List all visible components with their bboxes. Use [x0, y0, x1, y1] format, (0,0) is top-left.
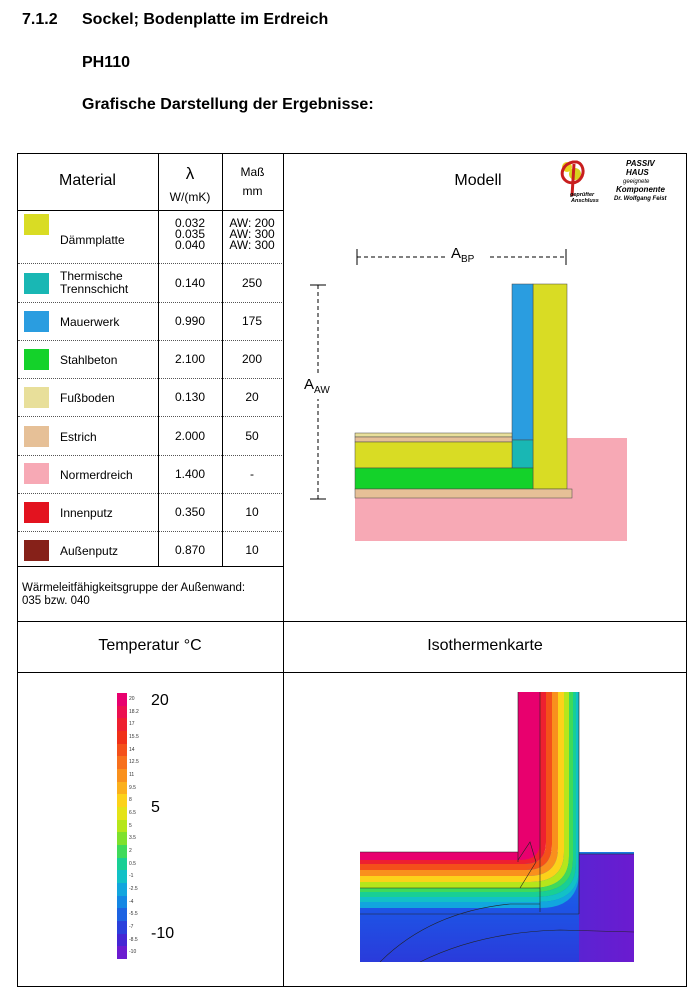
lambda-value: 0.990 — [174, 314, 206, 328]
material-name: Mauerwerk — [60, 315, 120, 329]
screed — [355, 437, 512, 442]
mass-value: 50 — [245, 429, 259, 443]
swatch-mauerwerk — [24, 311, 49, 332]
mass-value: - — [250, 467, 254, 481]
row-separator — [18, 531, 282, 532]
scale-tick-label: 15.5 — [129, 733, 139, 740]
scale-segment — [117, 706, 127, 719]
lambda-value: 0.350 — [174, 505, 206, 519]
isotherm-map — [360, 692, 634, 962]
dim-aw-label: $A_{AW}$ — [304, 376, 330, 396]
divider — [158, 153, 159, 566]
header-mass-unit: mm — [242, 184, 263, 198]
row-separator — [18, 455, 282, 456]
logo-line-haus: HAUS — [626, 168, 649, 177]
scale-label-min: -10 — [151, 925, 175, 942]
lambda-value: 1.400 — [174, 467, 206, 481]
header-mass: Maß — [240, 165, 265, 179]
logo-line-geeignete: geeignete — [623, 179, 650, 185]
bottom-strip — [355, 489, 572, 498]
logo-seal-line1: geprüfter — [570, 192, 595, 198]
scale-tick-label: 3.5 — [129, 835, 136, 842]
header-lambda-unit: W/(mK) — [169, 190, 211, 204]
scale-segment — [117, 807, 127, 820]
lambda-value: 0.040 — [174, 238, 206, 252]
scale-label-max: 20 — [151, 692, 169, 709]
header-material: Material — [59, 172, 116, 189]
section-title: Sockel; Bodenplatte im Erdreich — [82, 11, 329, 28]
scale-tick-label: -2.5 — [129, 885, 138, 892]
isotherm-title: Isothermenkarte — [427, 637, 543, 654]
lambda-value: 0.130 — [174, 390, 206, 404]
divider — [17, 210, 283, 211]
scale-segment — [117, 832, 127, 845]
footnote-line1: Wärmeleitfähigkeitsgruppe der Außenwand: — [22, 582, 246, 594]
scale-label-mid: 5 — [151, 799, 160, 816]
scale-tick-label: 2 — [129, 847, 132, 854]
row-separator — [18, 493, 282, 494]
lambda-value: 0.140 — [174, 276, 206, 290]
mass-value: 200 — [241, 352, 263, 366]
mass-value: AW: 300 — [229, 227, 275, 241]
scale-tick-label: -7 — [129, 923, 134, 930]
material-name: Normerdreich — [60, 468, 133, 482]
scale-tick-label: 11 — [129, 771, 135, 778]
logo-line-passiv: PASSIV — [626, 159, 655, 168]
scale-segment — [117, 756, 127, 769]
earth-region-right — [572, 438, 627, 488]
scale-segment — [117, 845, 127, 858]
scale-tick-label: -10 — [129, 949, 137, 956]
row-separator — [18, 340, 282, 341]
dim-aw-sub: AW — [314, 385, 330, 396]
logo-line-author: Dr. Wolfgang Feist — [614, 196, 667, 202]
header-lambda: λ — [185, 164, 195, 183]
swatch-stahlbeton — [24, 349, 49, 370]
concrete-slab — [355, 468, 533, 489]
material-name: Außenputz — [60, 544, 119, 558]
header-model: Modell — [454, 172, 502, 189]
scale-tick-label: 12.5 — [129, 759, 139, 766]
divider — [17, 672, 687, 673]
logo-line-komponente: Komponente — [616, 185, 665, 194]
divider — [17, 566, 283, 567]
scale-segment — [117, 744, 127, 757]
scale-tick-label: 20 — [129, 695, 135, 702]
material-name: Innenputz — [60, 506, 113, 520]
insulation-floor — [355, 442, 512, 468]
component-code: PH110 — [82, 54, 131, 71]
scale-tick-label: -5.5 — [129, 911, 138, 918]
scale-segment — [117, 794, 127, 807]
scale-segment — [117, 908, 127, 921]
scale-segment — [117, 731, 127, 744]
lambda-value: 0.870 — [174, 543, 206, 557]
lambda-value: 0.032 — [174, 216, 206, 230]
results-subtitle: Grafische Darstellung der Ergebnisse: — [82, 96, 374, 113]
scale-tick-label: 9.5 — [129, 784, 136, 791]
scale-tick-label: -1 — [129, 873, 134, 880]
swatch-fussboden — [24, 387, 49, 408]
material-name: Trennschicht — [60, 282, 129, 296]
footnote-line2: 035 bzw. 040 — [22, 595, 90, 607]
row-separator — [18, 416, 282, 417]
mass-value: 10 — [245, 543, 259, 557]
scale-segment — [117, 870, 127, 883]
temperature-color-scale — [117, 693, 127, 959]
scale-segment — [117, 769, 127, 782]
mass-value: 175 — [241, 314, 263, 328]
insulation-wall — [533, 284, 567, 489]
isotherm-bands — [360, 692, 579, 908]
thermal-separation — [512, 440, 533, 468]
scale-segment — [117, 858, 127, 871]
scale-segment — [117, 782, 127, 795]
row-separator — [18, 302, 282, 303]
swatch-trennschicht — [24, 273, 49, 294]
scale-segment — [117, 896, 127, 909]
swatch-normerdreich — [24, 463, 49, 484]
scale-segment — [117, 946, 127, 959]
logo-seal-line2: Anschluss — [571, 198, 599, 204]
lambda-value: 2.000 — [174, 429, 206, 443]
swatch-innenputz — [24, 502, 49, 523]
material-name: Stahlbeton — [60, 353, 118, 367]
scale-tick-label: 8 — [129, 797, 132, 804]
lambda-value: 2.100 — [174, 352, 206, 366]
scale-tick-label: -4 — [129, 898, 134, 905]
dim-bp-label: $A_{BP}$ — [451, 245, 475, 265]
dim-bp-sub: BP — [461, 254, 475, 265]
scale-segment — [117, 693, 127, 706]
scale-tick-label: 6.5 — [129, 809, 136, 816]
swatch-aussenputz — [24, 540, 49, 561]
material-name: Dämmplatte — [60, 233, 125, 247]
scale-tick-label: 17 — [129, 721, 135, 728]
divider — [283, 153, 284, 987]
scale-segment — [117, 934, 127, 947]
divider — [17, 621, 687, 622]
swatch-estrich — [24, 426, 49, 447]
scale-tick-label: 14 — [129, 746, 135, 753]
masonry-wall — [512, 284, 533, 440]
scale-tick-label: 0.5 — [129, 860, 136, 867]
model-drawing — [300, 235, 640, 545]
scale-tick-label: -8.5 — [129, 936, 138, 943]
mass-value: AW: 200 — [229, 216, 275, 230]
mass-value: 250 — [241, 276, 263, 290]
material-name: Estrich — [60, 430, 97, 444]
row-separator — [18, 378, 282, 379]
mass-value: AW: 300 — [229, 238, 275, 252]
scale-tick-label: 5 — [129, 822, 132, 829]
scale-tick-label: 18.2 — [129, 708, 139, 715]
footnote — [22, 582, 277, 608]
floor-finish — [355, 433, 512, 437]
temperature-title: Temperatur °C — [98, 637, 202, 654]
lambda-value: 0.035 — [174, 227, 206, 241]
material-name: Thermische — [60, 269, 123, 283]
row-separator — [18, 263, 282, 264]
section-number: 7.1.2 — [22, 11, 58, 28]
scale-segment — [117, 921, 127, 934]
scale-segment — [117, 883, 127, 896]
mass-value: 20 — [245, 390, 259, 404]
mass-value: 10 — [245, 505, 259, 519]
scale-segment — [117, 820, 127, 833]
scale-segment — [117, 718, 127, 731]
material-name: Fußboden — [60, 391, 115, 405]
swatch-daemmplatte — [24, 214, 49, 235]
